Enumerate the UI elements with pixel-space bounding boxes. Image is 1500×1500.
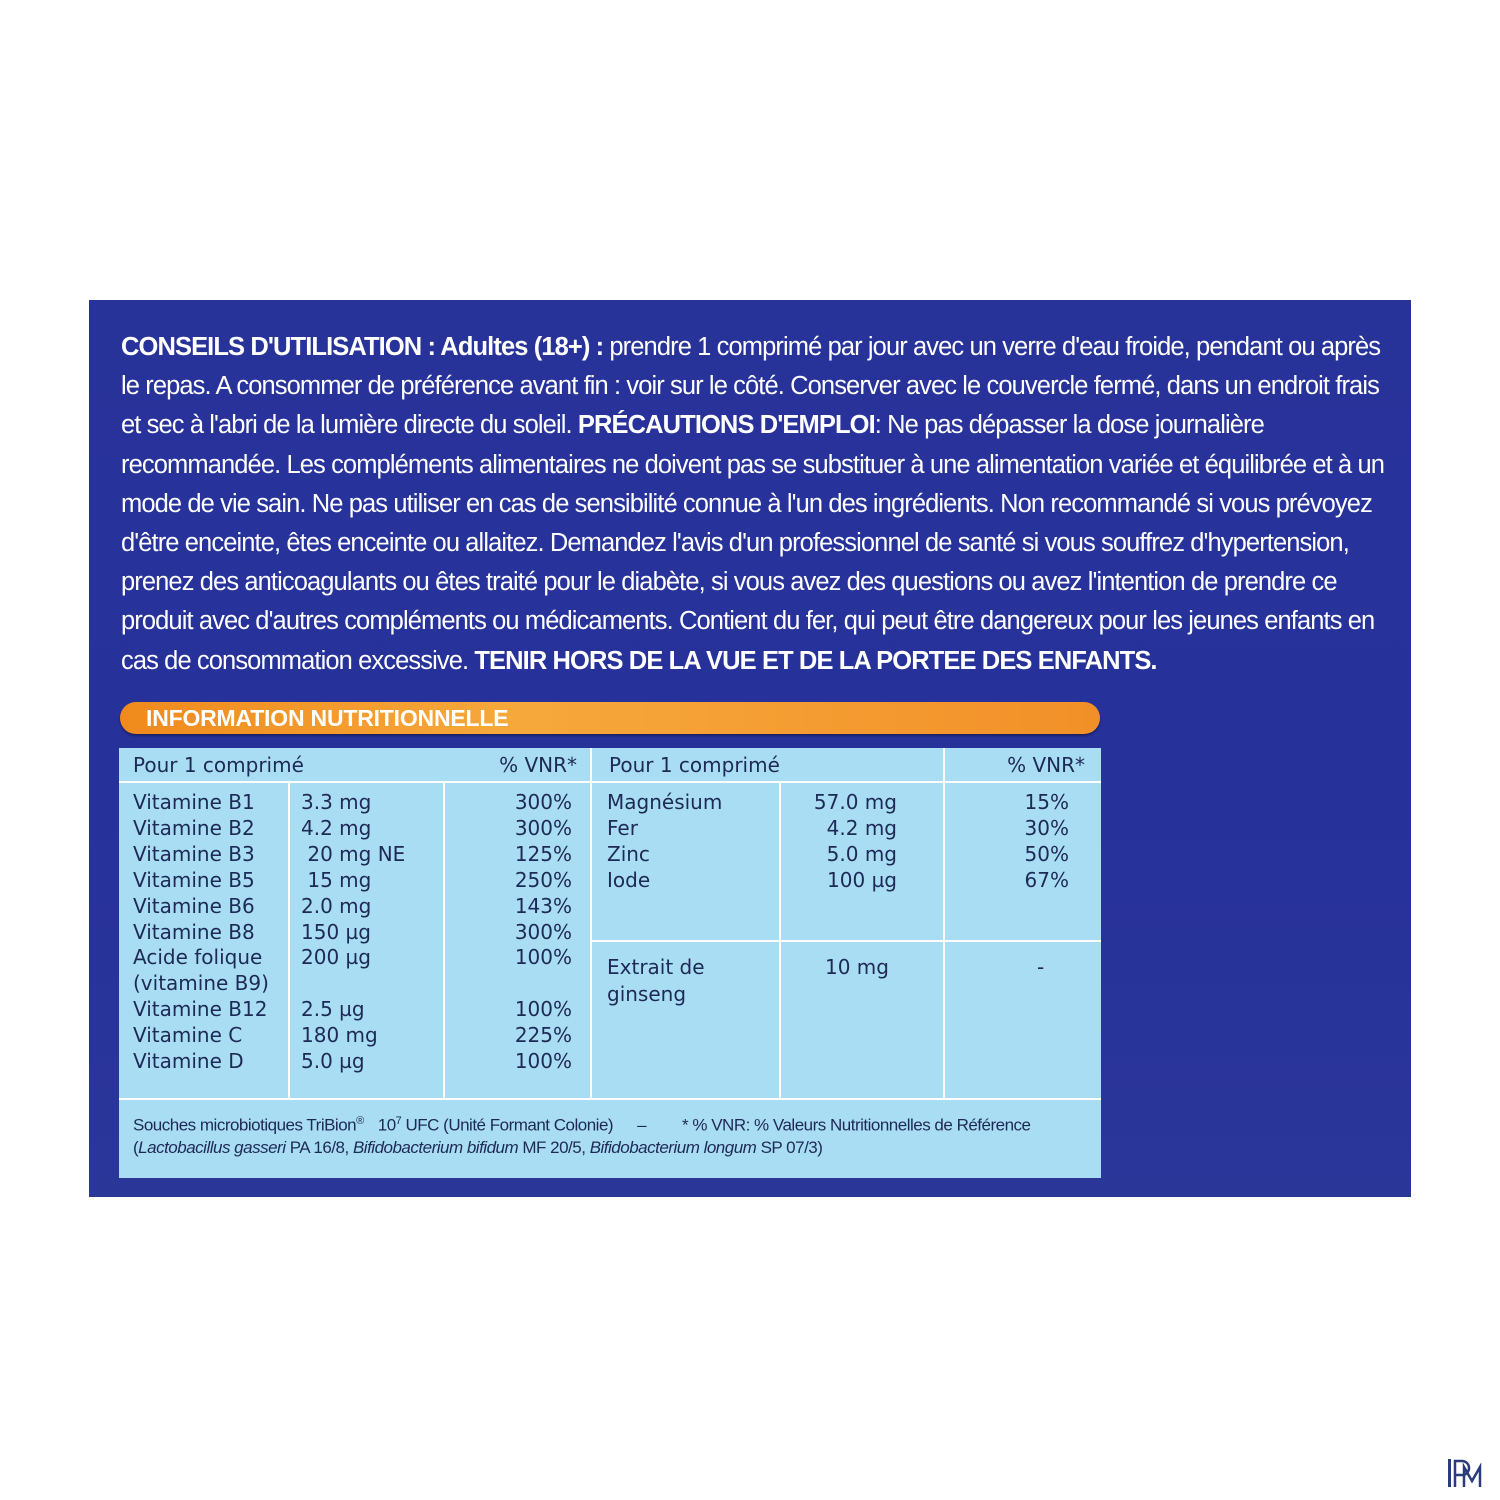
vitamin-name: Vitamine B2 — [133, 815, 255, 840]
column-divider — [443, 783, 445, 1098]
mineral-name: Iode — [607, 867, 651, 892]
vitamin-name: Vitamine B5 — [133, 867, 255, 892]
mineral-name: Magnésium — [607, 790, 723, 814]
mineral-name: Fer — [607, 815, 638, 840]
vitamin-quantity: 2.0 mg — [301, 893, 372, 918]
row-divider — [590, 940, 1101, 942]
usage-text: prendre 1 comprimé par jour avec un verre d'eau froide, pendant ou après le repas. A consommer de préférence avant fin : voir sur le côté. Conserver avec le couvercle fermé, dans un endroit frais et sec à l'abri de la lumière directe du soleil. — [121, 333, 1381, 440]
vitamin-name: Acide folique — [133, 945, 263, 970]
vitamin-quantity: 180 mg — [301, 1023, 378, 1048]
footer-dash: – — [637, 1115, 647, 1135]
product-label-panel — [89, 300, 1411, 1197]
vitamin-quantity: 200 µg — [301, 945, 371, 970]
nutrition-title-bar — [120, 702, 1100, 734]
vitamin-quantity: 2.5 µg — [301, 997, 365, 1022]
footer-line1 — [133, 1110, 1031, 1137]
strain-2-code: MF 20/5, — [518, 1138, 590, 1157]
open-paren: ( — [133, 1138, 139, 1157]
strain-2: Bifidobacterium bifidum — [352, 1138, 519, 1157]
vitamin-name: Vitamine B8 — [133, 919, 255, 944]
usage-heading: CONSEILS D'UTILISATION : Adultes (18+) : — [121, 333, 604, 361]
vnr-note: * % VNR: % Valeurs Nutritionnelles de Référence — [682, 1115, 1031, 1135]
mineral-vnr: 15% — [1024, 790, 1069, 814]
usage-instructions — [121, 328, 1391, 681]
vitamin-quantity: 20 mg NE — [301, 841, 406, 866]
ufc-exponent: 7 — [395, 1115, 402, 1127]
ufc-text: UFC (Unité Formant Colonie) — [401, 1115, 614, 1135]
header-divider — [119, 781, 1101, 783]
strain-1: Lactobacillus gasseri — [138, 1138, 286, 1157]
vitamin-quantity: 3.3 mg — [301, 790, 372, 814]
vitamin-name: Vitamine D — [133, 1049, 244, 1073]
vitamin-vnr: 100% — [514, 997, 572, 1022]
mineral-vnr: 50% — [1024, 841, 1069, 866]
vitamin-name: Vitamine B3 — [133, 841, 255, 866]
vitamin-name: Vitamine B12 — [133, 997, 268, 1022]
ginseng-name-line1: Extrait de — [607, 955, 705, 979]
strain-3: Bifidobacterium longum — [589, 1138, 757, 1157]
children-warning: TENIR HORS DE LA VUE ET DE LA PORTEE DES ENFANTS. — [474, 646, 1157, 675]
header-vnr: % VNR* — [499, 753, 577, 777]
mineral-vnr: 30% — [1024, 815, 1069, 840]
mineral-quantity: 57.0 mg — [813, 790, 897, 814]
column-divider — [288, 783, 290, 1098]
ufc-base: 10 — [377, 1115, 396, 1135]
footer-divider — [119, 1098, 1101, 1100]
vitamin-vnr: 225% — [514, 1023, 572, 1048]
vitamin-name: (vitamine B9) — [133, 971, 269, 996]
strain-3-code: SP 07/3) — [756, 1138, 823, 1157]
strain-1-code: PA 16/8, — [285, 1138, 353, 1157]
ginseng-vnr: - — [1037, 955, 1045, 979]
header-per-tablet-right: Pour 1 comprimé — [609, 753, 780, 777]
vitamin-vnr: 125% — [514, 841, 572, 866]
header-per-tablet: Pour 1 comprimé — [133, 753, 304, 777]
vitamin-name: Vitamine B1 — [133, 790, 255, 814]
vitamin-vnr: 100% — [514, 945, 572, 970]
nutrition-title: INFORMATION NUTRITIONNELLE — [146, 705, 509, 731]
column-divider — [943, 748, 945, 1098]
vitamin-vnr: 300% — [514, 790, 572, 814]
ipm-logo-icon — [1447, 1457, 1483, 1491]
vitamin-vnr: 300% — [514, 919, 572, 944]
vitamin-quantity: 150 µg — [301, 919, 371, 944]
column-divider — [590, 748, 592, 1098]
vitamin-vnr: 300% — [514, 815, 572, 840]
nutrition-table — [119, 748, 1101, 1178]
registered-mark: ® — [356, 1115, 364, 1127]
vitamin-vnr: 100% — [514, 1049, 572, 1073]
mineral-name: Zinc — [607, 841, 650, 866]
precautions-heading: PRÉCAUTIONS D'EMPLOI — [577, 411, 875, 440]
vitamin-name: Vitamine C — [133, 1023, 243, 1048]
precautions-text: : Ne pas dépasser la dose journalière recommandée. Les compléments alimentaires ne doivent pas se substituer à une alimentation variée et équilibrée et à un mode de vie sain. Ne pas utiliser en cas de sensibilité connue à l'un des ingrédients. Non recommandé si vous prévoyez d'être enceinte, êtes enceinte ou allaitez. Demandez l'avis d'un professionnel de santé si vous souffrez d'hypertension, prenez des anticoagulants ou êtes traité pour le diabète, si vous avez des questions ou avez l'intention de prendre ce produit avec d'autres compléments ou médicaments. Contient du fer, qui peut être dangereux pour les jeunes enfants en cas de consommation excessive. — [121, 411, 1385, 675]
mineral-quantity: 4.2 mg — [826, 815, 897, 840]
vitamin-name: Vitamine B6 — [133, 893, 255, 918]
header-vnr-right: % VNR* — [1007, 753, 1085, 777]
vitamin-quantity: 15 mg — [301, 867, 372, 892]
vitamin-quantity: 5.0 µg — [301, 1049, 365, 1073]
mineral-quantity: 100 µg — [827, 867, 897, 892]
vitamin-vnr: 250% — [514, 867, 572, 892]
mineral-quantity: 5.0 mg — [826, 841, 897, 866]
strains-label: Souches microbiotiques TriBion — [133, 1115, 357, 1135]
footer-line2 — [133, 1137, 822, 1159]
ginseng-qty: 10 mg — [825, 955, 889, 979]
mineral-vnr: 67% — [1024, 867, 1069, 892]
vitamin-vnr: 143% — [514, 893, 572, 918]
vitamin-quantity: 4.2 mg — [301, 815, 372, 840]
ginseng-name-line2: ginseng — [607, 982, 687, 1006]
